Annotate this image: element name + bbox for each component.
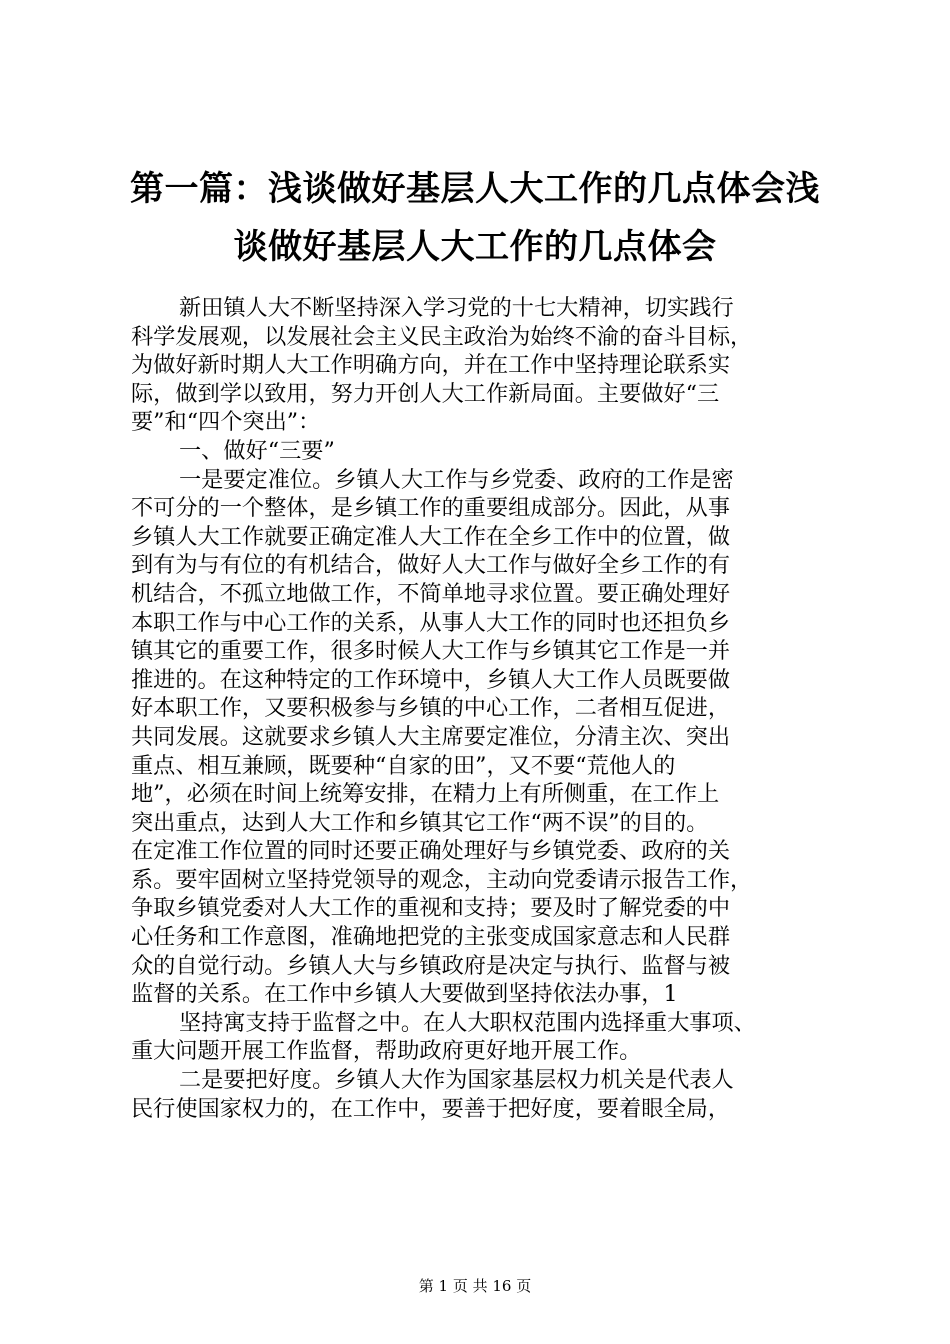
text-line: 争取乡镇党委对人大工作的重视和支持；要及时了解党委的中 [131,895,731,922]
paragraph-positioning [131,466,831,1009]
text-line: 重大问题开展工作监督，帮助政府更好地开展工作。 [131,1038,642,1065]
text-line: 系。要牢固树立坚持党领导的观念，主动向党委请示报告工作， [131,866,753,893]
paragraph-intro [131,294,831,437]
text-line: 突出重点，达到人大工作和乡镇其它工作“两不误”的目的。 [131,809,709,836]
text-line: 不可分的一个整体，是乡镇工作的重要组成部分。因此，从事 [131,495,731,522]
text-line: 为做好新时期人大工作明确方向，并在工作中坚持理论联系实 [131,352,731,379]
text-line: 机结合，不孤立地做工作，不简单地寻求位置。要正确处理好 [131,580,731,607]
page-footer: 第 1 页 共 16 页 [418,1277,532,1295]
text-line: 地”，必须在时间上统筹安排，在精力上有所侧重，在工作上 [131,781,720,808]
text-line: 新田镇人大不断坚持深入学习党的十七大精神，切实践行 [179,295,734,321]
text-line: 心任务和工作意图，准确地把党的主张变成国家意志和人民群 [131,924,731,951]
text-line: 一、做好“三要” [179,437,335,464]
text-line: 乡镇人大工作就要正确定准人大工作在全乡工作中的位置，做 [131,523,731,550]
text-line: 众的自觉行动。乡镇人大与乡镇政府是决定与执行、监督与被 [131,952,731,979]
document-title [110,160,840,276]
title-line-1: 第一篇：浅谈做好基层人大工作的几点体会浅 [130,169,820,209]
text-line: 到有为与有位的有机结合，做好人大工作与做好全乡工作的有 [131,552,731,579]
document-body [131,294,831,1123]
text-line: 在定准工作位置的同时还要正确处理好与乡镇党委、政府的关 [131,838,731,865]
section-heading [131,437,831,466]
text-line: 好本职工作，又要积极参与乡镇的中心工作，二者相互促进， [131,695,731,722]
title-line-2: 谈做好基层人大工作的几点体会 [233,227,717,267]
text-line: 民行使国家权力的，在工作中，要善于把好度，要着眼全局， [131,1095,731,1122]
paragraph-degree [131,1066,831,1123]
text-line: 监督的关系。在工作中乡镇人大要做到坚持依法办事，1 [131,981,678,1008]
text-line: 共同发展。这就要求乡镇人大主席要定准位，分清主次、突出 [131,723,731,750]
text-line: 要”和“四个突出”： [131,409,321,436]
text-line: 推进的。在这种特定的工作环境中，乡镇人大工作人员既要做 [131,666,731,693]
text-line: 坚持寓支持于监督之中。在人大职权范围内选择重大事项、 [179,1009,756,1036]
text-line: 本职工作与中心工作的关系，从事人大工作的同时也还担负乡 [131,609,731,636]
text-line: 二是要把好度。乡镇人大作为国家基层权力机关是代表人 [179,1067,734,1094]
text-line: 重点、相互兼顾，既要种“自家的田”，又不要“荒他人的 [131,752,676,779]
text-line: 科学发展观，以发展社会主义民主政治为始终不渝的奋斗目标， [131,323,753,350]
paragraph-supervision [131,1009,831,1066]
text-line: 镇其它的重要工作，很多时候人大工作与乡镇其它工作是一并 [131,638,731,665]
text-line: 际，做到学以致用，努力开创人大工作新局面。主要做好“三 [131,380,720,407]
text-line: 一是要定准位。乡镇人大工作与乡党委、政府的工作是密 [179,466,734,493]
